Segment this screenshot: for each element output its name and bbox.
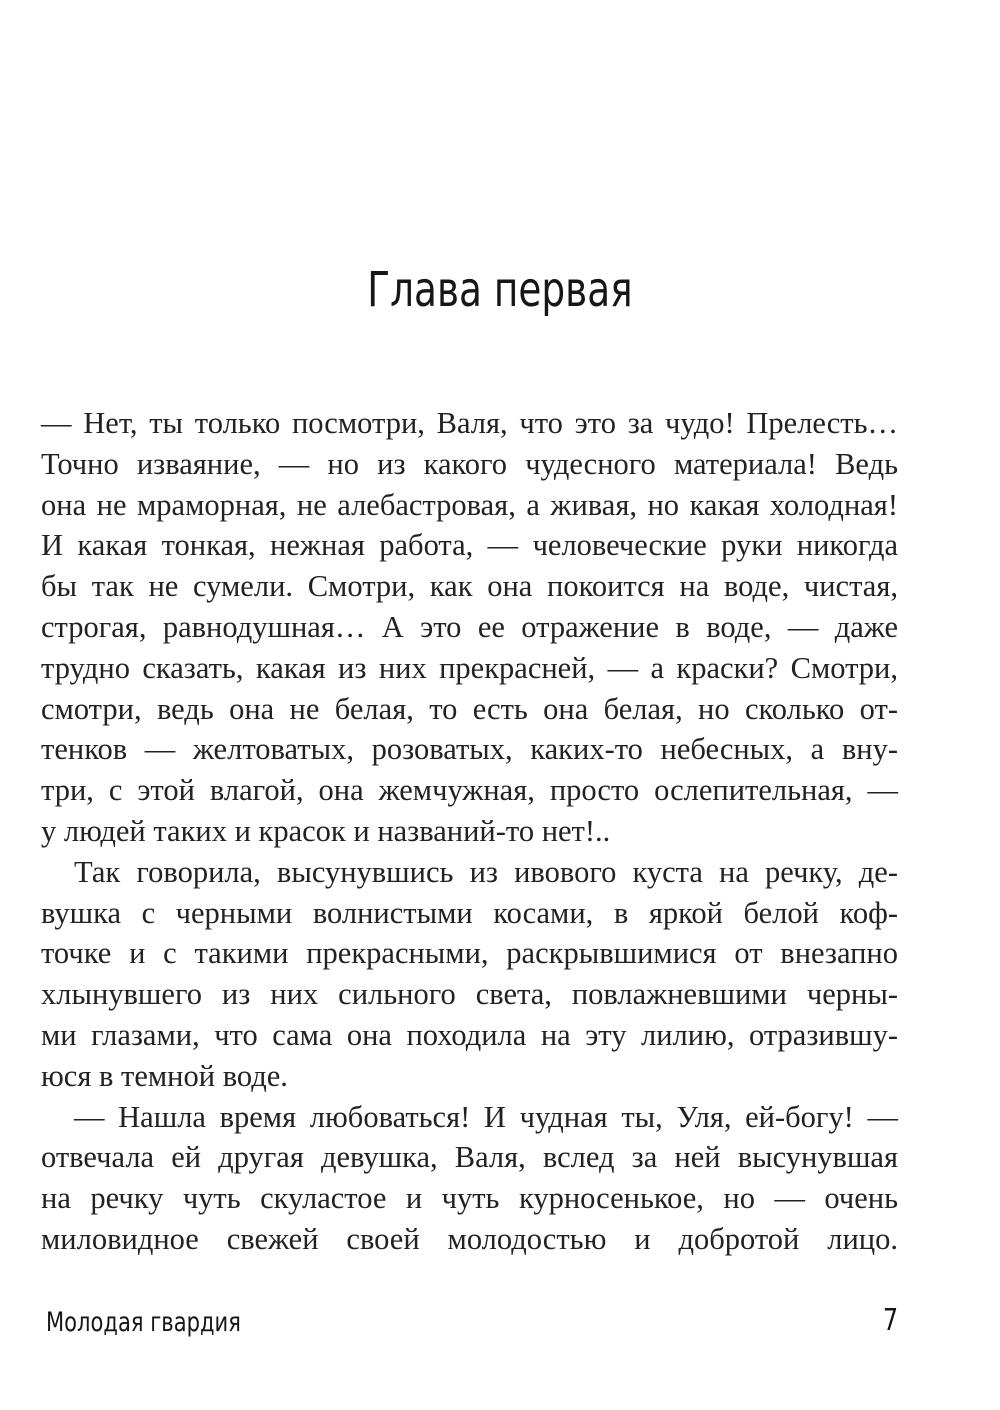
text-line: точке и с такими прекрасными, раскрывшимися от внезапно <box>41 936 898 971</box>
text-line: юся в темной воде. <box>41 1058 288 1093</box>
text-line: хлынувшего из них сильного света, повлажневшими черны- <box>41 977 898 1012</box>
chapter-title: Глава первая <box>367 262 633 318</box>
text-line: бы так не сумели. Смотри, как она покоится на воде, чистая, <box>41 569 898 604</box>
text-line: тенков — желтоватых, розоватых, каких-то небесных, а вну- <box>41 732 898 767</box>
text-line: Так говорила, высунувшись из ивового куста на речку, де- <box>74 854 898 889</box>
text-line: ми глазами, что сама она походила на эту лилию, отразившу- <box>41 1017 898 1052</box>
text-line: на речку чуть скуластое и чуть курносенькое, но — очень <box>41 1181 898 1216</box>
text-line: смотри, ведь она не белая, то есть она белая, но сколько от- <box>41 691 898 726</box>
chapter-body <box>41 403 898 1260</box>
page-number: 7 <box>882 1303 898 1338</box>
text-line: отвечала ей другая девушка, Валя, вслед за ней высунувшая <box>41 1140 898 1175</box>
text-line: у людей таких и красок и названий-то нет!.. <box>41 813 611 848</box>
page-footer <box>46 1303 898 1347</box>
text-line: — Нашла время любоваться! И чудная ты, Уля, ей-богу! — <box>74 1099 898 1134</box>
text-line: она не мраморная, не алебастровая, а живая, но какая холодная! <box>41 487 898 522</box>
text-line: строгая, равнодушная… А это ее отражение в воде, — даже <box>41 609 898 644</box>
text-line: Точно изваяние, — но из какого чудесного материала! Ведь <box>41 446 898 481</box>
text-line: трудно сказать, какая из них прекрасней, — а краски? Смотри, <box>41 650 898 685</box>
text-line: И какая тонкая, нежная работа, — человеческие руки никогда <box>41 528 898 563</box>
text-line: — Нет, ты только посмотри, Валя, что это за чудо! Прелесть… <box>41 406 898 440</box>
text-line: миловидное свежей своей молодостью и добротой лицо. <box>41 1221 898 1256</box>
text-line: три, с этой влагой, она жемчужная, просто ослепительная, — <box>41 773 898 808</box>
running-footer-title: Молодая гвардия <box>46 1307 241 1338</box>
text-line: вушка с черными волнистыми косами, в яркой белой коф- <box>41 895 898 930</box>
